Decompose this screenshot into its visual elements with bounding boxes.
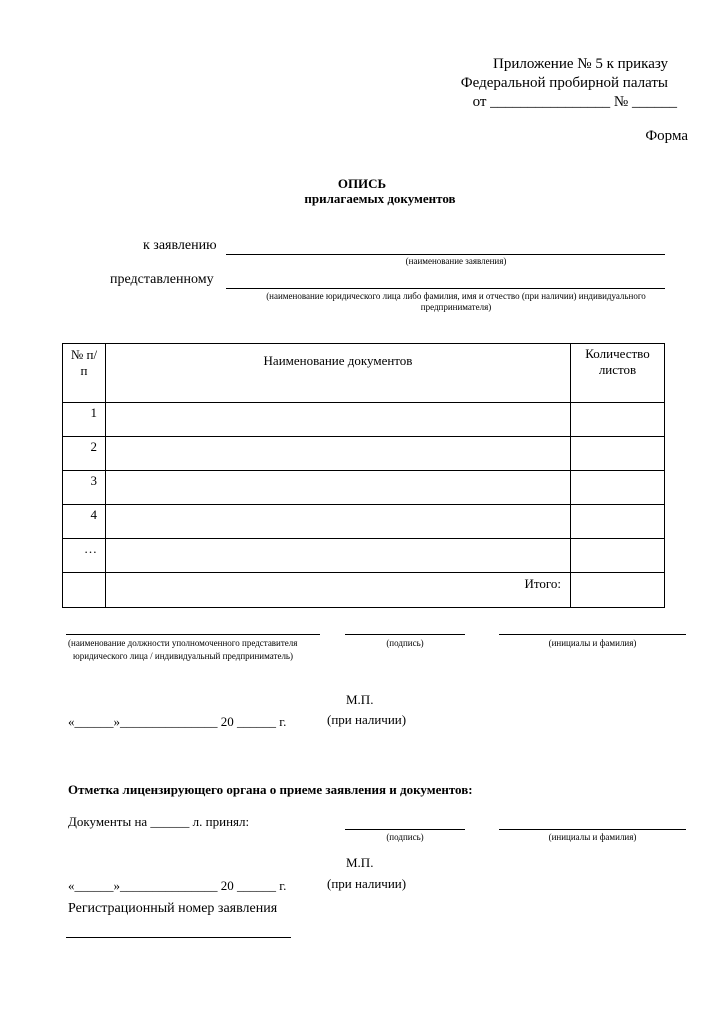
total-empty-cell bbox=[63, 573, 106, 608]
submitted-hint-1: (наименование юридического лица либо фамилия, имя и отчество (при наличии) индивидуального bbox=[266, 291, 646, 301]
row-number: 4 bbox=[63, 505, 106, 539]
row-number: 2 bbox=[63, 437, 106, 471]
signature-hint: (подпись) bbox=[386, 638, 424, 648]
licensing-signature-line[interactable] bbox=[345, 829, 465, 830]
doc-subtitle: прилагаемых документов bbox=[304, 191, 456, 206]
row-number: … bbox=[63, 539, 106, 573]
sheet-count-cell[interactable] bbox=[571, 471, 665, 505]
docs-accepted-line[interactable]: Документы на ______ л. принял: bbox=[68, 814, 250, 829]
documents-table bbox=[62, 343, 665, 608]
appendix-line-2: Федеральной пробирной палаты bbox=[460, 75, 668, 91]
sheet-count-cell[interactable] bbox=[571, 403, 665, 437]
appendix-line-3: от ________________ № ______ bbox=[472, 94, 677, 110]
licensing-heading: Отметка лицензирующего органа о приеме заявления и документов: bbox=[68, 782, 473, 797]
document-name-cell[interactable] bbox=[106, 471, 571, 505]
reg-number-line[interactable] bbox=[66, 937, 291, 938]
licensing-signature-hint: (подпись) bbox=[386, 832, 424, 842]
table-row bbox=[63, 437, 665, 471]
initials-hint: (инициалы и фамилия) bbox=[548, 638, 637, 648]
form-label: Форма bbox=[645, 128, 688, 144]
table-row bbox=[63, 505, 665, 539]
date-line[interactable]: «______»_______________ 20 ______ г. bbox=[68, 714, 287, 729]
sheet-count-cell[interactable] bbox=[571, 505, 665, 539]
submitted-label: представленному bbox=[110, 272, 214, 287]
table-header-row bbox=[63, 344, 665, 403]
signature-line[interactable] bbox=[345, 634, 465, 635]
table-row bbox=[63, 471, 665, 505]
licensing-initials-hint: (инициалы и фамилия) bbox=[548, 832, 637, 842]
sheet-count-cell[interactable] bbox=[571, 539, 665, 573]
table-total-row bbox=[63, 573, 665, 608]
total-sheet-count-cell[interactable] bbox=[571, 573, 665, 608]
licensing-stamp-label: М.П. bbox=[346, 855, 374, 870]
submitted-hint-2: предпринимателя) bbox=[420, 302, 492, 312]
sheet-count-cell[interactable] bbox=[571, 437, 665, 471]
submitted-name-line[interactable] bbox=[226, 288, 665, 289]
application-name-line[interactable] bbox=[226, 254, 665, 255]
position-hint-1: (наименование должности уполномоченного представителя bbox=[68, 638, 298, 648]
table-row bbox=[63, 539, 665, 573]
reg-number-label: Регистрационный номер заявления bbox=[68, 901, 278, 916]
application-hint: (наименование заявления) bbox=[405, 256, 507, 266]
application-label: к заявлению bbox=[143, 238, 217, 253]
document-name-cell[interactable] bbox=[106, 539, 571, 573]
stamp-label: М.П. bbox=[346, 692, 374, 707]
col-name-header: Наименование документов bbox=[106, 344, 571, 403]
col-qty-header: Количество листов bbox=[571, 344, 665, 403]
document-name-cell[interactable] bbox=[106, 505, 571, 539]
position-line[interactable] bbox=[66, 634, 320, 635]
row-number: 3 bbox=[63, 471, 106, 505]
initials-line[interactable] bbox=[499, 634, 686, 635]
position-hint-2: юридического лица / индивидуальный предприниматель) bbox=[73, 651, 294, 661]
document-name-cell[interactable] bbox=[106, 437, 571, 471]
stamp-note: (при наличии) bbox=[327, 712, 407, 727]
appendix-line-1: Приложение № 5 к приказу bbox=[493, 56, 668, 72]
col-num-header: № п/п bbox=[63, 344, 106, 403]
total-label: Итого: bbox=[106, 573, 571, 608]
table-row bbox=[63, 403, 665, 437]
licensing-date-line[interactable]: «______»_______________ 20 ______ г. bbox=[68, 878, 287, 893]
document-name-cell[interactable] bbox=[106, 403, 571, 437]
licensing-initials-line[interactable] bbox=[499, 829, 686, 830]
licensing-stamp-note: (при наличии) bbox=[327, 876, 407, 891]
row-number: 1 bbox=[63, 403, 106, 437]
doc-title: ОПИСЬ bbox=[337, 176, 387, 191]
